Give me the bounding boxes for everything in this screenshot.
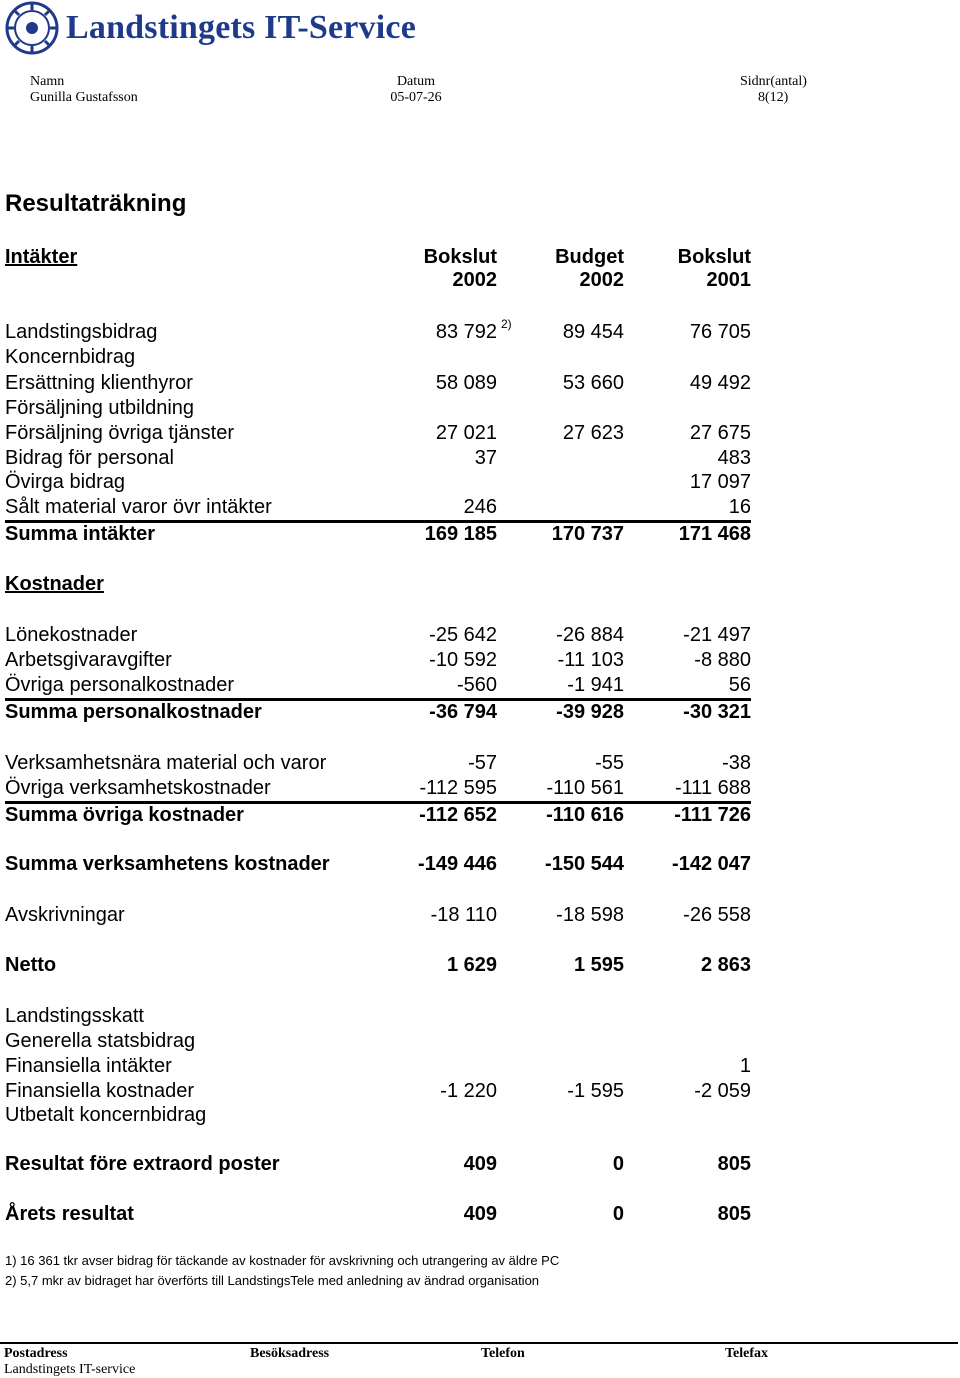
- row-value-c3: -111 726: [674, 804, 751, 826]
- table-row: [5, 904, 751, 928]
- datum-label: Datum: [396, 74, 436, 89]
- row-value-c3: 56: [728, 674, 751, 696]
- row-value-c3: -26 558: [683, 904, 751, 926]
- row-value-c1: -10 592: [429, 649, 497, 671]
- row-value-c1: 27 021: [435, 422, 497, 444]
- table-row: [5, 1030, 751, 1054]
- postadress-label: Postadress: [4, 1346, 68, 1361]
- namn-label: Namn: [30, 74, 65, 89]
- summary-row: [5, 701, 751, 725]
- row-value-c1: -18 110: [430, 904, 497, 926]
- footer-divider: [0, 1342, 958, 1344]
- row-value-c2: -110 616: [546, 804, 624, 826]
- row-value-c3: -21 497: [683, 624, 751, 646]
- row-value-c1: 1 629: [446, 954, 497, 976]
- row-value-c1: -57: [468, 752, 497, 774]
- row-value-c2: 1 595: [573, 954, 624, 976]
- row-value-c1: -25 642: [429, 624, 497, 646]
- table-row: [5, 752, 751, 776]
- row-value-c2: 27 623: [562, 422, 624, 444]
- table-row: [5, 1104, 751, 1128]
- table-row: [5, 649, 751, 673]
- summary-row: [5, 804, 751, 828]
- section-header-intakter: [5, 246, 751, 270]
- row-value-c1: 246: [463, 496, 497, 518]
- row-label: Försäljning övriga tjänster: [5, 422, 234, 444]
- row-label: Årets resultat: [5, 1203, 134, 1225]
- footnote-2: 2) 5,7 mkr av bidraget har överförts till LandstingsTele med anledning av ändrad organisation: [5, 1273, 540, 1288]
- col-header-line1: Budget: [555, 246, 624, 268]
- row-value-c3: 16: [728, 496, 751, 518]
- row-label: Ersättning klienthyror: [5, 372, 193, 394]
- row-value-c1: -112 652: [419, 804, 497, 826]
- table-row: [5, 471, 751, 495]
- row-value-c1: -112 595: [419, 777, 497, 799]
- row-value-c2: -39 928: [556, 701, 624, 723]
- row-value-c3: 27 675: [689, 422, 751, 444]
- row-label: Arbetsgivaravgifter: [5, 649, 172, 671]
- row-label: Landstingsbidrag: [5, 321, 158, 343]
- row-label: Netto: [5, 954, 57, 976]
- brand-name: Landstingets IT-Service: [66, 9, 416, 46]
- table-row: [5, 1005, 751, 1029]
- sidnr-value: 8(12): [758, 90, 789, 105]
- row-label: Summa personalkostnader: [5, 701, 262, 723]
- row-value-c2: -1 941: [567, 674, 624, 696]
- row-value-c3: -2 059: [694, 1080, 751, 1102]
- summary-row: [5, 1203, 751, 1227]
- sidnr-label: Sidnr(antal): [740, 74, 807, 89]
- row-value-c3: -8 880: [694, 649, 751, 671]
- row-label: Finansiella intäkter: [5, 1055, 172, 1077]
- row-value-c3: 483: [717, 447, 751, 469]
- row-value-c1: 83 792 2): [435, 317, 512, 343]
- row-value-c1: 169 185: [424, 523, 497, 545]
- telefon-label: Telefon: [481, 1346, 525, 1361]
- row-value-c3: 1: [739, 1055, 751, 1077]
- row-value-c2: -1 595: [567, 1080, 624, 1102]
- row-value-c2: -110 561: [546, 777, 624, 799]
- col-header-line1: Bokslut: [677, 246, 751, 268]
- row-value-c1: 409: [463, 1153, 497, 1175]
- row-label: Intäkter: [5, 246, 78, 268]
- row-value-c3: 805: [717, 1203, 751, 1225]
- row-label: Finansiella kostnader: [5, 1080, 194, 1102]
- page-title: Resultaträkning: [5, 190, 187, 217]
- brand-logo: [2, 0, 416, 56]
- table-row: [5, 674, 751, 701]
- row-value-c2: 89 454: [562, 321, 624, 343]
- row-value-c3: 17 097: [689, 471, 751, 493]
- row-value-c2: -11 103: [557, 649, 624, 671]
- row-label: Sålt material varor övr intäkter: [5, 496, 272, 518]
- row-label: Koncernbidrag: [5, 346, 136, 368]
- datum-value: 05-07-26: [390, 90, 442, 105]
- row-value-c3: 49 492: [689, 372, 751, 394]
- table-row: [5, 447, 751, 471]
- summary-row: [5, 954, 751, 978]
- row-label: Verksamhetsnära material och varor: [5, 752, 327, 774]
- section-header-kostnader: [5, 573, 751, 597]
- row-value-c3: 171 468: [678, 523, 751, 545]
- table-row: [5, 397, 751, 421]
- row-value-c1: 58 089: [435, 372, 497, 394]
- landstinget-emblem-icon: [2, 0, 62, 56]
- row-label: Avskrivningar: [5, 904, 125, 926]
- summary-row: [5, 1153, 751, 1177]
- table-row: [5, 496, 751, 523]
- row-label: Summa verksamhetens kostnader: [5, 853, 330, 875]
- row-value-c2: -55: [595, 752, 624, 774]
- row-label: Summa intäkter: [5, 523, 156, 545]
- col-header-line2: 2002: [579, 269, 624, 291]
- row-label: Kostnader: [5, 573, 104, 595]
- table-row: [5, 777, 751, 804]
- table-row: [5, 346, 751, 370]
- postadress-value: Landstingets IT-service: [4, 1362, 136, 1377]
- row-label: Övriga personalkostnader: [5, 674, 235, 696]
- table-row: [5, 372, 751, 396]
- besoksadress-label: Besöksadress: [250, 1346, 330, 1361]
- telefax-label: Telefax: [725, 1346, 769, 1361]
- row-label: Övriga verksamhetskostnader: [5, 777, 271, 799]
- row-value-c1: -1 220: [440, 1080, 497, 1102]
- row-label: Bidrag för personal: [5, 447, 174, 469]
- row-value-c3: -111 688: [675, 777, 751, 799]
- row-value-c1: -560: [456, 674, 497, 696]
- row-value-c2: -26 884: [556, 624, 624, 646]
- row-value-c2: -18 598: [556, 904, 624, 926]
- row-value-c2: 170 737: [551, 523, 624, 545]
- summary-row: [5, 523, 751, 547]
- row-value-c3: -30 321: [683, 701, 751, 723]
- footnote-1: 1) 16 361 tkr avser bidrag för täckande av kostnader för avskrivning och utrangering av äldre PC: [5, 1253, 560, 1268]
- col-header-line1: Bokslut: [423, 246, 497, 268]
- col-header-line2: 2002: [452, 269, 497, 291]
- row-label: Lönekostnader: [5, 624, 138, 646]
- row-value-c1: 409: [463, 1203, 497, 1225]
- row-value-c2: 0: [612, 1203, 624, 1225]
- row-value-c3: -142 047: [672, 853, 751, 875]
- row-value-c2: 53 660: [562, 372, 624, 394]
- namn-value: Gunilla Gustafsson: [30, 90, 138, 105]
- row-label: Resultat före extraord poster: [5, 1153, 280, 1175]
- row-label: Landstingsskatt: [5, 1005, 144, 1027]
- summary-row: [5, 853, 751, 877]
- row-value-c3: 2 863: [700, 954, 751, 976]
- row-label: Försäljning utbildning: [5, 397, 195, 419]
- row-value-c2: 0: [612, 1153, 624, 1175]
- footnote-ref: 2): [501, 317, 512, 331]
- row-value-c3: 76 705: [689, 321, 751, 343]
- row-label: Generella statsbidrag: [5, 1030, 196, 1052]
- row-value-c3: -38: [722, 752, 751, 774]
- row-value-c1: -36 794: [429, 701, 497, 723]
- row-value-c2: -150 544: [545, 853, 624, 875]
- table-row: [5, 422, 751, 446]
- table-row: [5, 317, 751, 345]
- table-row: [5, 1055, 751, 1079]
- row-value-c3: 805: [717, 1153, 751, 1175]
- row-label: Utbetalt koncernbidrag: [5, 1104, 207, 1126]
- row-value-c1: -149 446: [418, 853, 497, 875]
- row-label: Summa övriga kostnader: [5, 804, 244, 826]
- table-row: [5, 1080, 751, 1104]
- col-header-line2: 2001: [706, 269, 751, 291]
- table-row: [5, 624, 751, 648]
- row-value-c1: 37: [474, 447, 497, 469]
- row-label: Övirga bidrag: [5, 471, 126, 493]
